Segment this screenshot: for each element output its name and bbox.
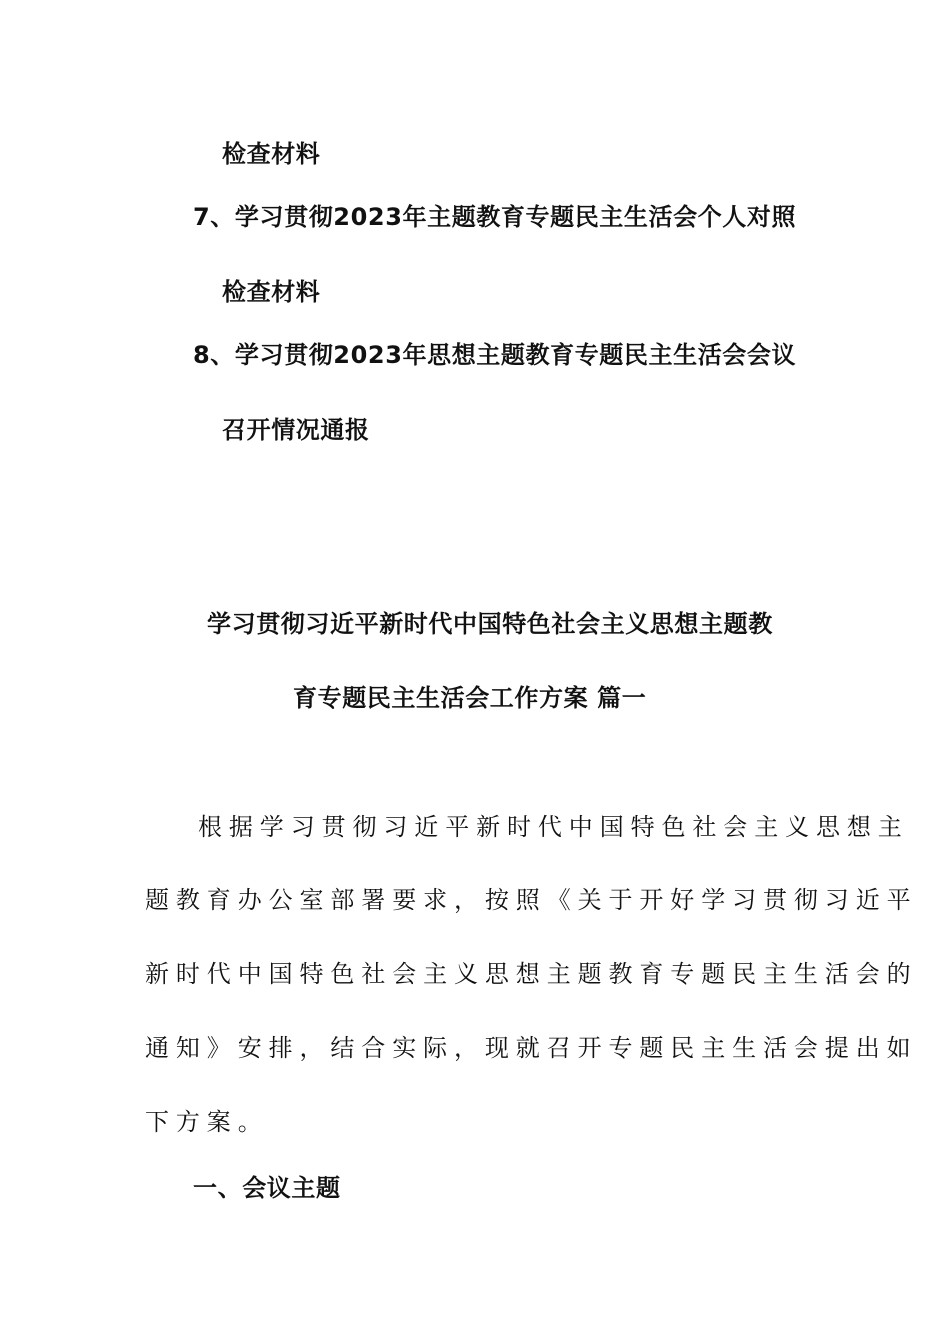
toc-item-8-continuation: 召开情况通报 (222, 416, 370, 444)
section-heading-1: 一、会议主题 (193, 1174, 341, 1202)
article-title-line-1: 学习贯彻习近平新时代中国特色社会主义思想主题教 (207, 610, 773, 638)
paragraph-line: 根据学习贯彻习近平新时代中国特色社会主义思想主 (198, 813, 909, 841)
toc-item-6-continuation: 检查材料 (222, 140, 321, 168)
paragraph-line: 下方案。 (145, 1108, 269, 1136)
paragraph-line: 题教育办公室部署要求，按照《关于开好学习贯彻习近平 (145, 886, 918, 914)
paragraph-line: 通知》安排，结合实际，现就召开专题民主生活会提出如 (145, 1034, 918, 1062)
toc-item-7: 7、学习贯彻2023年主题教育专题民主生活会个人对照 (193, 203, 797, 231)
toc-item-7-continuation: 检查材料 (222, 278, 321, 306)
paragraph-line: 新时代中国特色社会主义思想主题教育专题民主生活会的 (145, 960, 918, 988)
toc-item-8: 8、学习贯彻2023年思想主题教育专题民主生活会会议 (193, 341, 797, 369)
article-title-line-2: 育专题民主生活会工作方案 篇一 (293, 684, 647, 712)
